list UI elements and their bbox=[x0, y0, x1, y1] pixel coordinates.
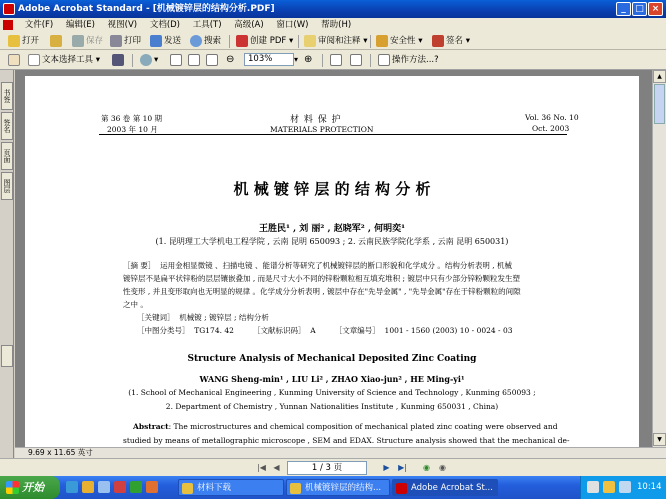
start-button[interactable]: 开始 bbox=[0, 476, 60, 499]
go-back-button[interactable]: ◉ bbox=[423, 463, 430, 472]
journal-date-en: Oct. 2003 bbox=[532, 124, 570, 133]
vertical-scrollbar[interactable] bbox=[652, 70, 666, 447]
journal-name-cn: 材 料 保 护 bbox=[290, 115, 342, 125]
fit-page-button[interactable] bbox=[188, 53, 202, 67]
hand-icon bbox=[8, 54, 20, 66]
zoom-level-field[interactable]: 103% bbox=[244, 53, 294, 66]
pdf-page bbox=[25, 76, 639, 447]
menu-document[interactable]: 文档(D) bbox=[149, 20, 180, 30]
page-icon bbox=[188, 54, 200, 66]
windows-flag-icon bbox=[6, 481, 19, 494]
save-button[interactable]: 保存 bbox=[72, 34, 103, 48]
page-icon bbox=[206, 54, 218, 66]
abstract-cn-line1: ［摘 要］ 运用金相显微镜 、扫描电镜 、能谱分析等研究了机械镀锌层的断口形貌和化学成分 。结构分析表明 , 机械 bbox=[123, 261, 512, 270]
pages-icon bbox=[350, 54, 362, 66]
create-pdf-button[interactable]: 创建 PDF ▾ bbox=[236, 34, 293, 48]
how-to-button[interactable]: 操作方法...? bbox=[378, 53, 439, 67]
search-button[interactable]: 搜索 bbox=[190, 34, 221, 48]
abstract-cn-line3: 性变形 , 并且变形取向也无明显的规律 。化学成分分析表明 , 镀层中存在"先导金属" , "先导金属"存在于锌粉颗粒的间隙 bbox=[123, 287, 521, 296]
document-icon[interactable] bbox=[3, 20, 13, 30]
quicklaunch-media-icon[interactable] bbox=[114, 481, 126, 493]
rotate-button[interactable] bbox=[330, 53, 344, 67]
folder-icon bbox=[50, 35, 62, 47]
taskbar-item-pdf-explorer[interactable]: 机械镀锌层的结构... bbox=[286, 479, 390, 496]
header-rule bbox=[99, 134, 567, 135]
maximize-button[interactable]: □ bbox=[632, 2, 647, 16]
quicklaunch-app2-icon[interactable] bbox=[130, 481, 142, 493]
select-text-tool[interactable]: 文本选择工具 ▾ bbox=[28, 53, 100, 67]
scroll-down-arrow[interactable]: ▼ bbox=[653, 433, 666, 446]
page-navigation-bar bbox=[0, 458, 666, 476]
comment-icon bbox=[304, 35, 316, 47]
taskbar-item-folder[interactable]: 材料下载 bbox=[178, 479, 284, 496]
text-select-icon bbox=[28, 54, 40, 66]
paper-title-en: Structure Analysis of Mechanical Deposited Zinc Coating bbox=[187, 354, 477, 364]
scroll-thumb[interactable] bbox=[654, 84, 665, 124]
navigation-panel-tabs bbox=[0, 70, 14, 458]
affiliation-en-line2: 2. Department of Chemistry , Yunnan Nationalities Institute , Kunming 650031 , China) bbox=[165, 402, 499, 411]
next-page-button[interactable]: ▶ bbox=[383, 463, 390, 472]
acrobat-icon bbox=[396, 483, 407, 494]
menu-file[interactable]: 文件(F) bbox=[24, 20, 54, 30]
tab-comments[interactable] bbox=[1, 345, 13, 367]
page-size-readout: 9.69 x 11.65 英寸 bbox=[28, 448, 93, 457]
zoom-dropdown[interactable]: ▾ bbox=[294, 55, 299, 64]
folder-icon bbox=[182, 483, 193, 494]
quicklaunch-desktop-icon[interactable] bbox=[98, 481, 110, 493]
folder-icon bbox=[290, 483, 301, 494]
zoom-tool[interactable]: ▾ bbox=[140, 53, 158, 67]
separator bbox=[229, 35, 230, 48]
page-number-field[interactable]: 1 / 3 页 bbox=[287, 461, 367, 475]
abstract-cn-line2: 镀锌层不是扁平状锌粉的层层镶嵌叠加 , 而是尺寸大小不同的锌粉颗粒相互填充堆积 ; 镀层中只有少部分锌粉颗粒发生塑 bbox=[123, 274, 520, 283]
tray-network-icon[interactable] bbox=[587, 481, 599, 493]
title-bar bbox=[0, 0, 666, 18]
folder-icon bbox=[8, 35, 20, 47]
authors-cn: 王胜民¹ , 刘 丽² , 赵晓军² , 何明奕¹ bbox=[258, 224, 406, 234]
window-title: Adobe Acrobat Standard - [机械镀锌层的结构分析.PDF] bbox=[18, 4, 275, 14]
menu-advanced[interactable]: 高级(A) bbox=[234, 20, 264, 30]
affiliation-en-line1: (1. School of Mechanical Engineering , Kunming University of Science and Technology , Kunming 650093 ; bbox=[128, 388, 536, 397]
windows-taskbar bbox=[0, 476, 666, 499]
separator bbox=[298, 35, 299, 48]
separator bbox=[322, 54, 323, 67]
horizontal-scrollbar[interactable] bbox=[15, 447, 666, 458]
security-button[interactable]: 安全性 ▾ bbox=[376, 34, 422, 48]
system-tray bbox=[580, 476, 666, 499]
go-forward-button[interactable]: ◉ bbox=[439, 463, 446, 472]
abstract-label-en: Abstract bbox=[133, 422, 169, 431]
scroll-up-arrow[interactable]: ▲ bbox=[653, 70, 666, 83]
journal-volume-en: Vol. 36 No. 10 bbox=[525, 113, 579, 122]
mail-icon bbox=[150, 35, 162, 47]
tab-pages[interactable]: 页面 bbox=[1, 142, 13, 170]
separator bbox=[132, 54, 133, 67]
document-view[interactable] bbox=[15, 70, 652, 447]
close-button[interactable]: × bbox=[648, 2, 663, 16]
quicklaunch-browser-icon[interactable] bbox=[66, 481, 78, 493]
keywords-cn: ［关键词］ 机械镀 ; 镀锌层 ; 结构分析 bbox=[137, 313, 269, 322]
file-toolbar bbox=[0, 32, 666, 50]
minimize-button[interactable]: _ bbox=[616, 2, 631, 16]
acrobat-app-icon bbox=[3, 3, 15, 15]
sign-button[interactable]: 签名 ▾ bbox=[432, 34, 470, 48]
review-comment-button[interactable]: 审阅和注释 ▾ bbox=[304, 34, 367, 48]
classification-row: ［中图分类号］ TG174. 42 ［文献标识码］ A ［文章编号］ 1001 - 1560 (2003) 10 - 0024 - 03 bbox=[137, 326, 513, 335]
menu-view[interactable]: 视图(V) bbox=[107, 20, 138, 30]
journal-issue-cn: 第 36 卷 第 10 期 bbox=[101, 114, 163, 123]
affiliation-cn: (1. 昆明理工大学机电工程学院 , 云南 昆明 650093 ; 2. 云南民族学院化学系 , 云南 昆明 650031) bbox=[155, 237, 509, 246]
tools-toolbar bbox=[0, 50, 666, 70]
hand-tool[interactable] bbox=[8, 53, 22, 67]
search-icon bbox=[190, 35, 202, 47]
print-button[interactable]: 打印 bbox=[110, 34, 141, 48]
zoom-in-button[interactable]: ⊕ bbox=[304, 54, 313, 65]
taskbar-item-acrobat[interactable]: Adobe Acrobat St... bbox=[392, 479, 498, 496]
abstract-cn-line4: 之中 。 bbox=[123, 300, 148, 309]
menu-tools[interactable]: 工具(T) bbox=[192, 20, 222, 30]
rotate-icon bbox=[330, 54, 342, 66]
open-button[interactable]: 打开 bbox=[8, 34, 39, 48]
quicklaunch-app3-icon[interactable] bbox=[146, 481, 158, 493]
help-page-icon bbox=[378, 54, 390, 66]
menu-help[interactable]: 帮助(H) bbox=[321, 20, 352, 30]
fit-width-button[interactable] bbox=[206, 53, 220, 67]
menu-edit[interactable]: 编辑(E) bbox=[65, 20, 95, 30]
abstract-en-line1: Abstract: The microstructures and chemical composition of mechanical plated zinc coating were observed and bbox=[133, 422, 558, 431]
page-icon bbox=[170, 54, 182, 66]
journal-date-cn: 2003 年 10 月 bbox=[107, 125, 158, 134]
printer-icon bbox=[110, 35, 122, 47]
actual-size-button[interactable] bbox=[170, 53, 184, 67]
separator bbox=[370, 54, 371, 67]
tray-app-icon[interactable] bbox=[603, 481, 615, 493]
first-page-button[interactable]: |◀ bbox=[257, 463, 266, 472]
tab-bookmarks[interactable]: 书签 bbox=[1, 82, 13, 110]
zoom-out-button[interactable]: ⊖ bbox=[226, 54, 235, 65]
journal-name-en: MATERIALS PROTECTION bbox=[270, 125, 374, 134]
lock-icon bbox=[376, 35, 388, 47]
previous-page-button[interactable]: ◀ bbox=[273, 463, 280, 472]
menu-window[interactable]: 窗口(W) bbox=[276, 20, 309, 30]
snapshot-tool[interactable] bbox=[112, 53, 126, 67]
page-layout-button[interactable] bbox=[350, 53, 364, 67]
send-button[interactable]: 发送 bbox=[150, 34, 181, 48]
camera-icon bbox=[112, 54, 124, 66]
separator bbox=[370, 35, 371, 48]
tab-layers[interactable]: 图层 bbox=[1, 172, 13, 200]
tray-volume-icon[interactable] bbox=[619, 481, 631, 493]
pdf-icon bbox=[236, 35, 248, 47]
zoom-icon bbox=[140, 54, 152, 66]
pen-icon bbox=[432, 35, 444, 47]
abstract-label-cn: ［摘 要］ bbox=[123, 261, 156, 270]
authors-en: WANG Sheng-min¹ , LIU Li² , ZHAO Xiao-jun² , HE Ming-yi¹ bbox=[199, 374, 465, 384]
clock[interactable]: 10:14 bbox=[637, 482, 662, 492]
tab-signatures[interactable]: 签名 bbox=[1, 112, 13, 140]
save-copy-button[interactable] bbox=[50, 34, 64, 48]
menu-bar bbox=[0, 18, 666, 32]
paper-title-cn: 机 械 镀 锌 层 的 结 构 分 析 bbox=[233, 180, 431, 198]
abstract-en-line2: studied by means of metallographic microscope , SEM and EDAX. Structure analysis showed that the mechanical de- bbox=[123, 436, 570, 445]
last-page-button[interactable]: ▶| bbox=[398, 463, 407, 472]
disk-icon bbox=[72, 35, 84, 47]
quicklaunch-app-icon[interactable] bbox=[82, 481, 94, 493]
